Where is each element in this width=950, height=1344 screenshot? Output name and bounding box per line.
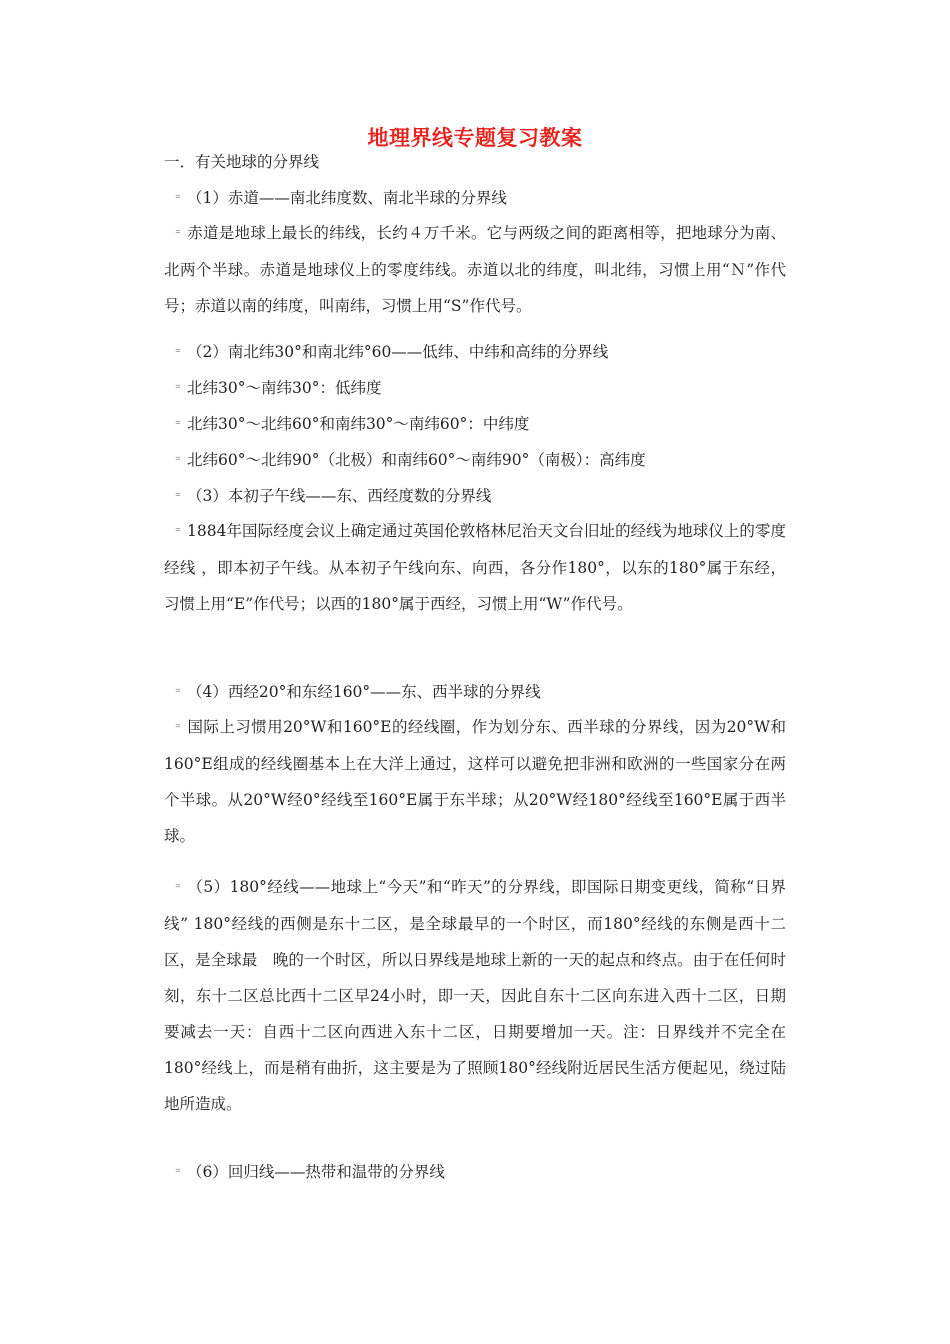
bullet-mark: ⁼ [175,454,181,467]
item-2-line-2 [175,412,529,437]
bullet-mark: ⁼ [175,227,181,240]
bullet-mark: ⁼ [175,346,181,359]
item-5-body: （5）180°经线——地球上“今天”和“昨天”的分界线，即国际日期变更线，简称“日界线” 180°经线的西侧是东十二区，是全球最早的一个时区，而180°经线的东侧是西十二区，是全球最 晚的一个时区，所以日界线是地球上新的一天的起点和终点。由于在任何时刻，东十二区总比西十二区早24小时，即一天，因此自东十二区向东进入西十二区，日期要减去一天：自西十二区向西进入东十二区，日期要增加一天。注：日界线并不完全在180°经线上，而是稍有曲折，这主要是为了照顾180°经线附近居民生活方便起见，绕过陆地所造成。 [164,878,786,1113]
item-1-body: 赤道是地球上最长的纬线，长约４万千米。它与两级之间的距离相等，把地球分为南、北两个半球。赤道是地球仪上的零度纬线。赤道以北的纬度，叫北纬，习惯上用“Ｎ”作代号；赤道以南的纬度，叫南纬，习惯上用“S”作代号。 [164,224,786,315]
item-1-heading-text: （1）赤道——南北纬度数、南北半球的分界线 [187,189,507,207]
item-2-heading-text: （2）南北纬30°和南北纬°60——低纬、中纬和高纬的分界线 [187,343,609,361]
item-6-heading [175,1160,445,1185]
item-3-heading [175,484,491,509]
item-3-body: 1884年国际经度会议上确定通过英国伦敦格林尼治天文台旧址的经线为地球仪上的零度经线 ，即本初子午线。从本初子午线向东、向西，各分作180°，以东的180°属于东经，习惯上用“E”作代号；以西的180°属于西经，习惯上用“W”作代号。 [164,522,786,613]
item-2-line-1-text: 北纬30°～南纬30°：低纬度 [187,379,382,397]
item-3-heading-text: （3）本初子午线——东、西经度数的分界线 [187,487,492,505]
bullet-mark: ⁼ [175,382,181,395]
item-2-line-3 [175,448,646,473]
item-4-paragraph [164,709,786,854]
bullet-mark: ⁼ [175,525,181,538]
bullet-mark: ⁼ [175,418,181,431]
bullet-mark: ⁼ [175,490,181,503]
item-2-line-2-text: 北纬30°～北纬60°和南纬30°～南纬60°：中纬度 [187,415,530,433]
item-2-heading [175,340,608,365]
bullet-mark: ⁼ [175,686,181,699]
bullet-mark: ⁼ [175,192,181,205]
item-3-paragraph [164,513,786,622]
item-1-paragraph [164,215,786,324]
section-heading: 一．有关地球的分界线 [164,153,320,171]
item-5-paragraph [164,869,786,1122]
page-title: 地理界线专题复习教案 [367,125,583,150]
item-2-line-1 [175,376,381,401]
bullet-mark: ⁼ [175,721,181,734]
item-6-heading-text: （6）回归线——热带和温带的分界线 [187,1163,445,1181]
item-4-body: 国际上习惯用20°W和160°E的经线圈，作为划分东、西半球的分界线，因为20°W和160°E组成的经线圈基本上在大洋上通过，这样可以避免把非洲和欧洲的一些国家分在两个半球。从20°W经0°经线至160°E属于东半球；从20°W经180°经线至160°E属于西半球。 [164,718,786,845]
bullet-mark: ⁼ [175,881,181,894]
bullet-mark: ⁼ [175,1166,181,1179]
item-2-line-3-text: 北纬60°～北纬90°（北极）和南纬60°～南纬90°（南极）：高纬度 [187,451,646,469]
item-4-heading [175,680,541,705]
item-1-heading [175,186,507,211]
item-4-heading-text: （4）西经20°和东经160°——东、西半球的分界线 [187,683,541,701]
